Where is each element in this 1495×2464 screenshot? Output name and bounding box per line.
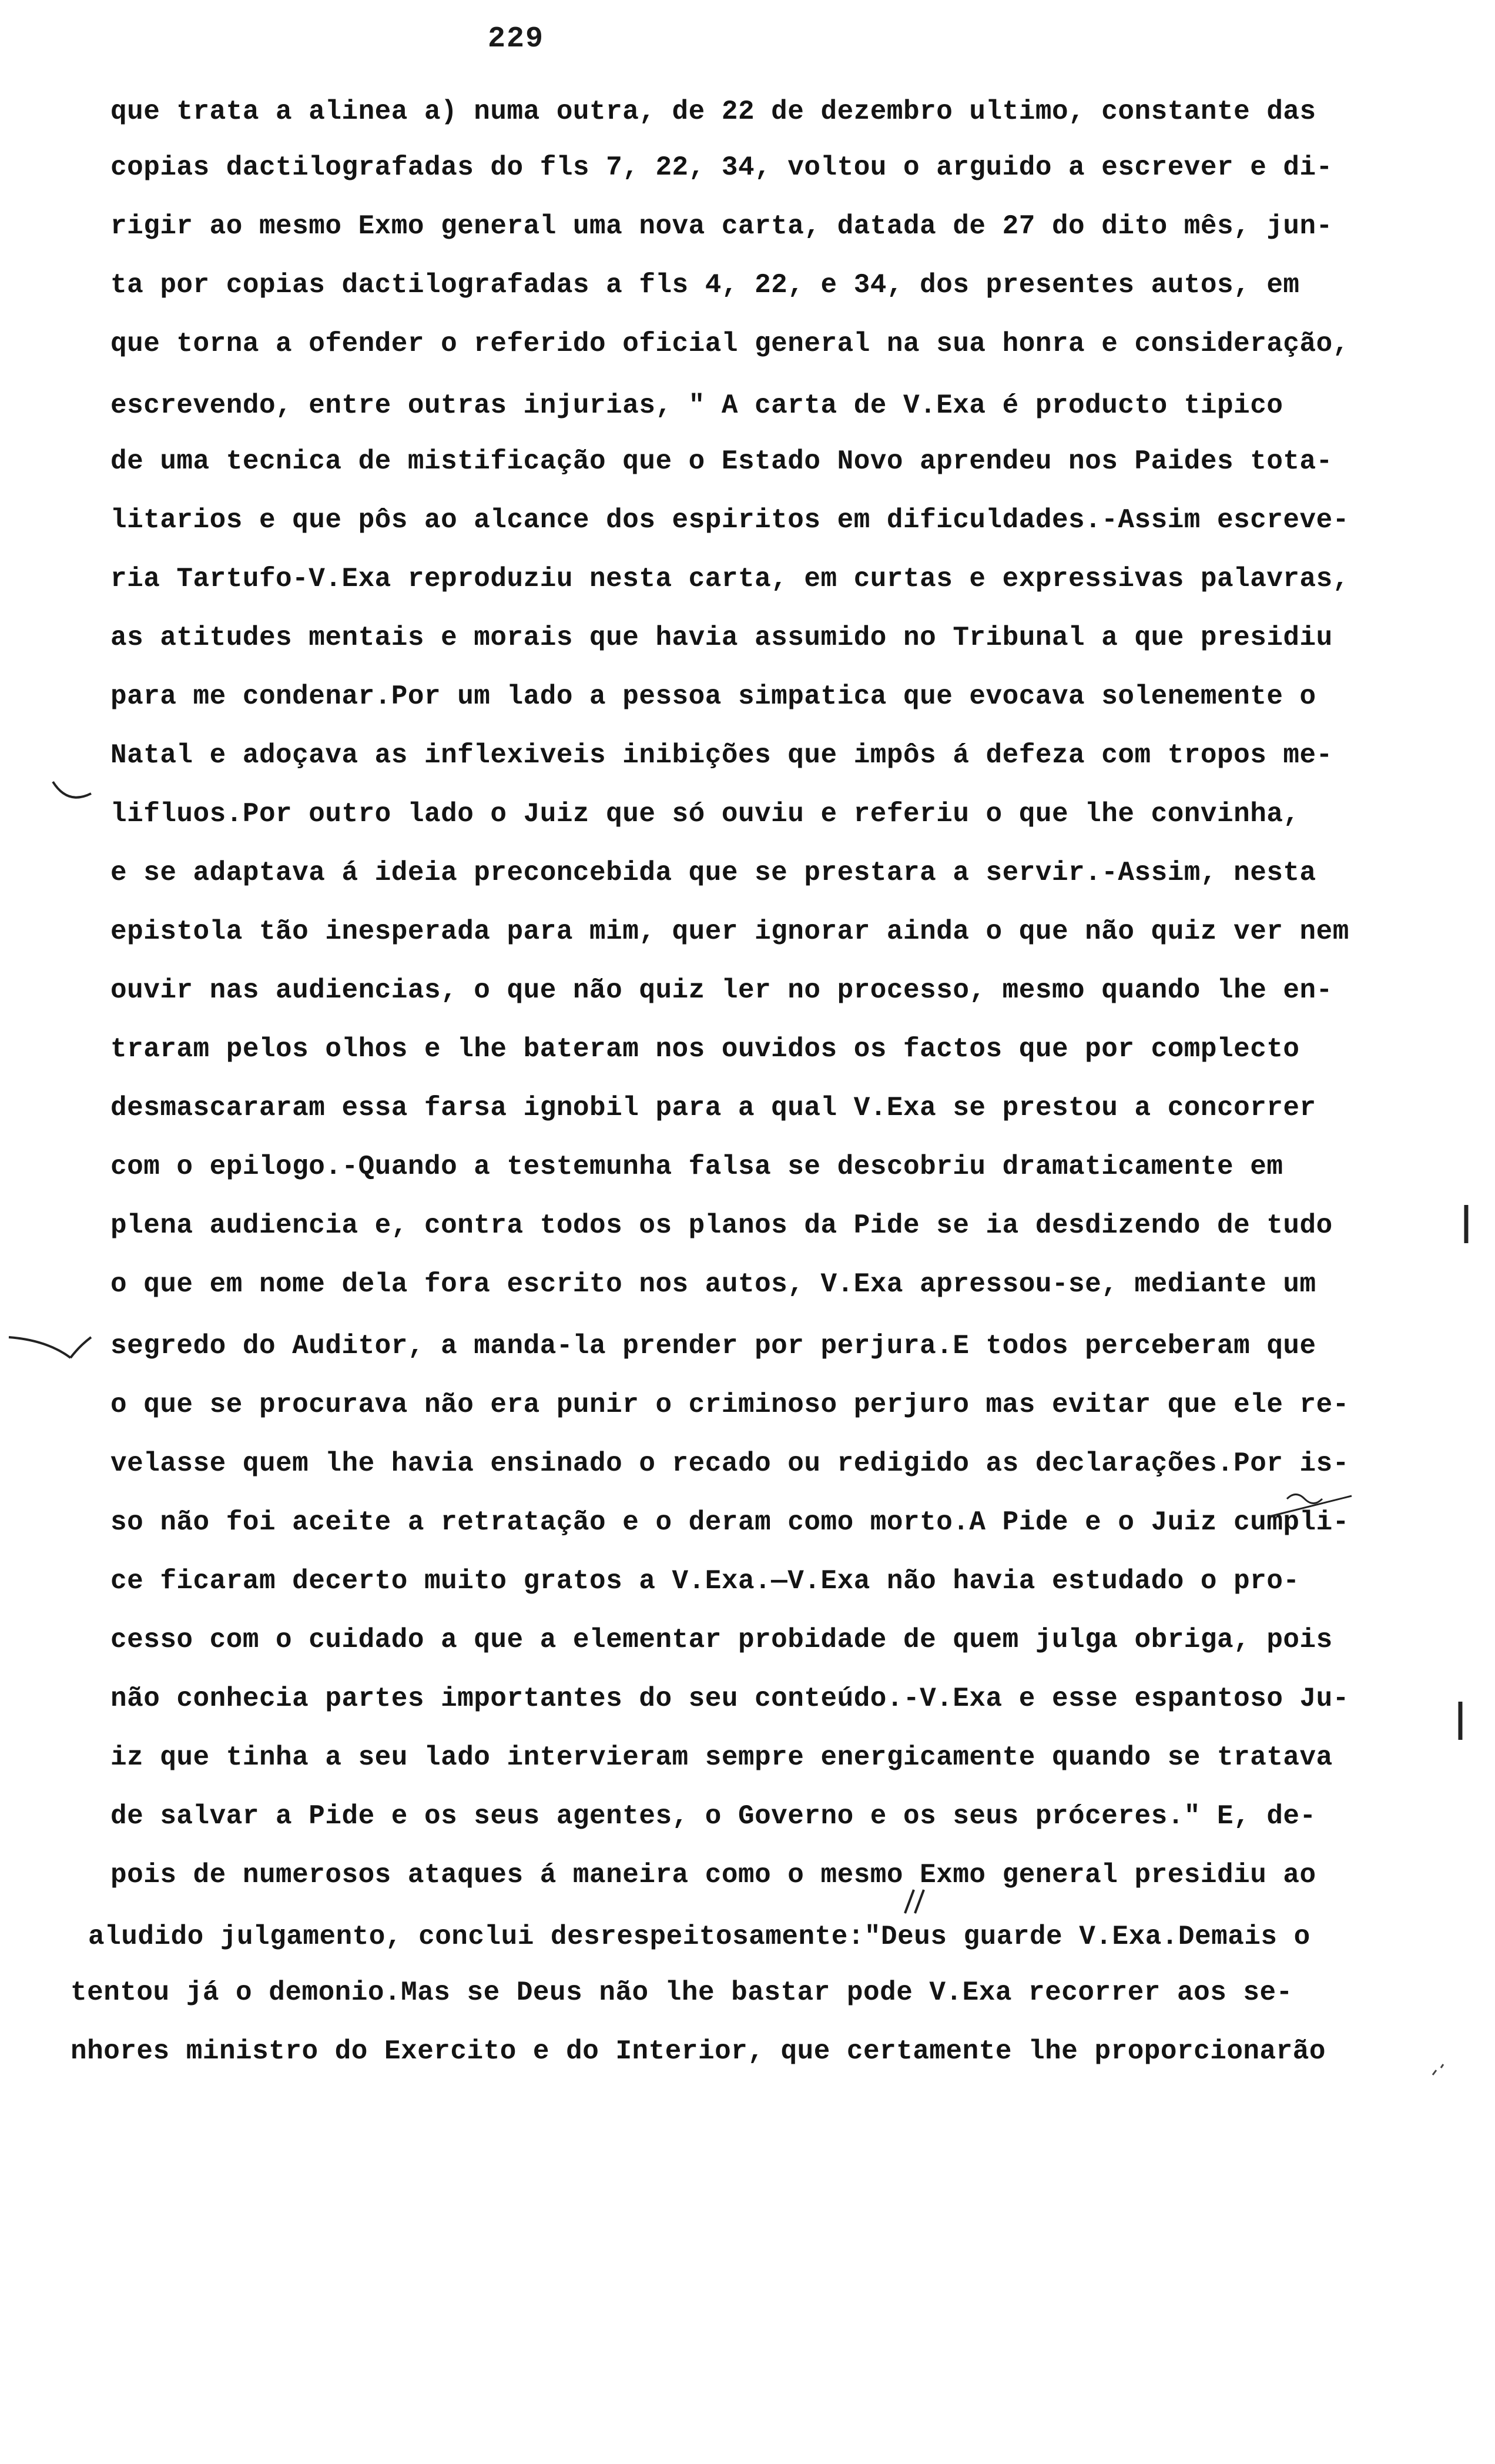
text-line: não conhecia partes importantes do seu conteúdo.-V.Exa e esse espantoso Ju- bbox=[110, 1683, 1349, 1714]
margin-hook-mark-2 bbox=[6, 1325, 94, 1367]
text-line: segredo do Auditor, a manda-la prender por perjura.E todos perceberam que bbox=[110, 1331, 1316, 1361]
text-line: ria Tartufo-V.Exa reproduziu nesta carta, em curtas e expressivas palavras, bbox=[110, 564, 1349, 594]
text-line: que trata a alinea a) numa outra, de 22 de dezembro ultimo, constante das bbox=[110, 96, 1316, 127]
correction-mark-cumplice bbox=[1263, 1487, 1357, 1522]
text-line: que torna a ofender o referido oficial general na sua honra e consideração, bbox=[110, 329, 1349, 359]
text-line: nhores ministro do Exercito e do Interior, que certamente lhe proporcionarão bbox=[71, 2036, 1326, 2067]
text-line: epistola tão inesperada para mim, quer ignorar ainda o que não quiz ver nem bbox=[110, 916, 1349, 947]
text-line: ta por copias dactilografadas a fls 4, 22, e 34, dos presentes autos, em bbox=[110, 270, 1300, 300]
text-line: Natal e adoçava as inflexiveis inibições que impôs á defeza com tropos me- bbox=[110, 740, 1333, 771]
text-line: o que em nome dela fora escrito nos autos, V.Exa apressou-se, mediante um bbox=[110, 1269, 1316, 1300]
margin-tick-mark-1 bbox=[1457, 1202, 1475, 1249]
text-line: desmascararam essa farsa ignobil para a qual V.Exa se prestou a concorrer bbox=[110, 1093, 1316, 1123]
page-number: 229 bbox=[488, 22, 545, 56]
text-line: iz que tinha a seu lado intervieram sempre energicamente quando se tratava bbox=[110, 1742, 1333, 1773]
corner-dots-mark bbox=[1428, 2057, 1452, 2081]
text-line: plena audiencia e, contra todos os planos da Pide se ia desdizendo de tudo bbox=[110, 1210, 1333, 1241]
text-line: ouvir nas audiencias, o que não quiz ler no processo, mesmo quando lhe en- bbox=[110, 975, 1333, 1006]
text-line: rigir ao mesmo Exmo general uma nova carta, datada de 27 do dito mês, jun- bbox=[110, 211, 1333, 242]
text-line: pois de numerosos ataques á maneira como o mesmo Exmo general presidiu ao bbox=[110, 1860, 1316, 1890]
text-line: tentou já o demonio.Mas se Deus não lhe bastar pode V.Exa recorrer aos se- bbox=[71, 1977, 1293, 2008]
text-line: litarios e que pôs ao alcance dos espiritos em dificuldades.-Assim escreve- bbox=[110, 505, 1349, 535]
text-line: para me condenar.Por um lado a pessoa simpatica que evocava solenemente o bbox=[110, 681, 1316, 712]
text-line: lifluos.Por outro lado o Juiz que só ouviu e referiu o que lhe convinha, bbox=[110, 799, 1300, 829]
margin-hook-mark-1 bbox=[50, 776, 97, 811]
text-line: cesso com o cuidado a que a elementar probidade de quem julga obriga, pois bbox=[110, 1625, 1333, 1655]
margin-tick-mark-2 bbox=[1452, 1699, 1469, 1746]
text-line: traram pelos olhos e lhe bateram nos ouvidos os factos que por complecto bbox=[110, 1034, 1300, 1064]
text-line: as atitudes mentais e morais que havia assumido no Tribunal a que presidiu bbox=[110, 622, 1333, 653]
text-line: de salvar a Pide e os seus agentes, o Governo e os seus próceres." E, de- bbox=[110, 1801, 1316, 1832]
text-line: e se adaptava á ideia preconcebida que se prestara a servir.-Assim, nesta bbox=[110, 858, 1316, 888]
text-line: aludido julgamento, conclui desrespeitosamente:"Deus guarde V.Exa.Demais o bbox=[88, 1921, 1310, 1952]
text-line: com o epilogo.-Quando a testemunha falsa se descobriu dramaticamente em bbox=[110, 1151, 1283, 1182]
text-line: ce ficaram decerto muito gratos a V.Exa.—V.Exa não havia estudado o pro- bbox=[110, 1566, 1300, 1596]
text-line: velasse quem lhe havia ensinado o recado ou redigido as declarações.Por is- bbox=[110, 1448, 1349, 1479]
text-line: so não foi aceite a retratação e o deram como morto.A Pide e o Juiz cumpli- bbox=[110, 1507, 1349, 1538]
text-line: copias dactilografadas do fls 7, 22, 34, voltou o arguido a escrever e di- bbox=[110, 152, 1333, 183]
quote-mark-above-aludido bbox=[896, 1884, 931, 1919]
text-line: o que se procurava não era punir o criminoso perjuro mas evitar que ele re- bbox=[110, 1390, 1349, 1420]
text-line: de uma tecnica de mistificação que o Estado Novo aprendeu nos Paides tota- bbox=[110, 446, 1333, 477]
text-line: escrevendo, entre outras injurias, " A carta de V.Exa é producto tipico bbox=[110, 390, 1283, 421]
